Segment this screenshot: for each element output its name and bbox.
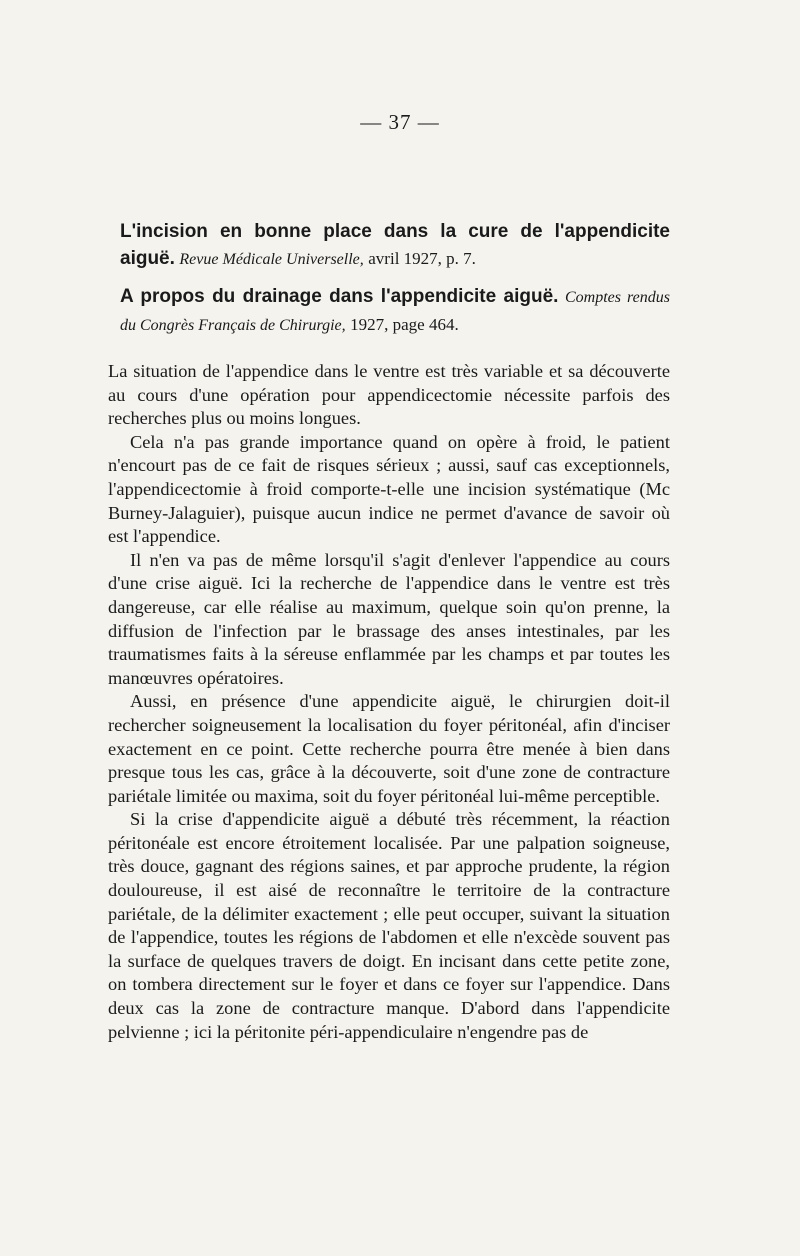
reference-title: A propos du drainage dans l'appendicite aiguë. — [120, 286, 559, 307]
paragraph: Si la crise d'appendicite aiguë a débuté très récemment, la réaction péritonéale est encore étroitement localisée. Par une palpation soigneuse, très douce, gagnant des régions saines, et par approche prudente, la région douloureuse, il est aisé de reconnaître le territoire de la contracture pariétale, de la délimiter exactement ; elle peut occuper, suivant la situation de l'appendice, toutes les régions de l'abdomen et elle n'excède souvent pas la surface de quelques travers de doigt. En incisant dans cette petite zone, on tombera directement sur le foyer et dans ce foyer sur l'appendice. Dans deux cas la zone de contracture manque. D'abord dans l'appendicite pelvienne ; ici la péritonite péri-appendiculaire n'engendre pas de — [108, 809, 670, 1042]
bibliography-references — [120, 218, 670, 339]
paragraph: Aussi, en présence d'une appendicite aiguë, le chirurgien doit-il rechercher soigneusement la localisation du foyer péritonéal, afin d'inciser exactement en ce point. Cette recherche pourra être menée à bien dans presque tous les cas, grâce à la découverte, soit d'une zone de contracture pariétale limitée ou maxima, soit du foyer péritonéal lui-même perceptible. — [108, 691, 670, 806]
paragraph: Cela n'a pas grande importance quand on opère à froid, le patient n'encourt pas de ce fait de risques sérieux ; aussi, sauf cas exceptionnels, l'appendicectomie à froid comporte-t-elle une incision systématique (Mc Burney-Jalaguier), puisque aucun indice ne permet d'avance de savoir où est l'appendice. — [108, 431, 670, 547]
reference-title: L'incision en bonne place dans la cure de l'appendicite aiguë. — [120, 221, 670, 269]
reference-entry — [120, 218, 670, 273]
reference-date: avril 1927, p. 7. — [368, 249, 476, 268]
reference-entry — [120, 283, 670, 339]
paragraph: Il n'en va pas de même lorsqu'il s'agit d'enlever l'appendice au cours d'une crise aiguë. Ici la recherche de l'appendice dans le ventre est très dangereuse, car elle réalise au maximum, quelque soin qu'on prenne, la diffusion de l'infection par le brassage des anses intestinales, par les traumatismes faits à la séreuse enflammée par les champs et par toutes les manœuvres opératoires. — [108, 549, 670, 688]
reference-source: Comptes rendus du Congrès Français de Chirurgie, — [120, 289, 670, 334]
page-number: — 37 — — [360, 110, 440, 134]
reference-date: 1927, page 464. — [350, 315, 459, 334]
paragraph: La situation de l'appendice dans le ventre est très variable et sa découverte au cours d'une opération pour appendicectomie nécessite parfois des recherches plus ou moins longues. — [108, 361, 670, 429]
body-text — [108, 360, 670, 1044]
reference-source: Revue Médicale Universelle, — [179, 251, 364, 268]
